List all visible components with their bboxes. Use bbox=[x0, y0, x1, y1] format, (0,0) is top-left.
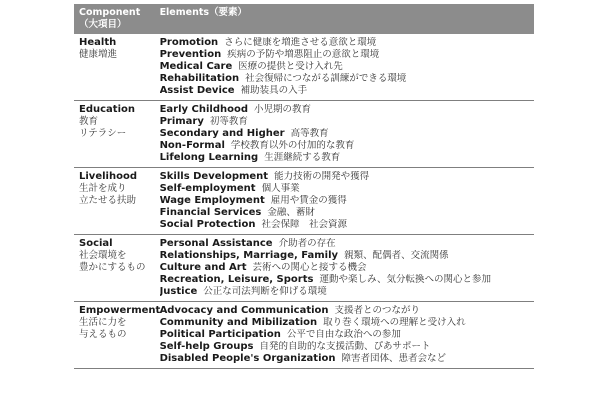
element-name: Non-Formal bbox=[159, 140, 225, 151]
elements-header: Elements（要素） bbox=[155, 4, 534, 34]
element-description: 芸術への関心と接する機会 bbox=[252, 262, 367, 273]
elements-cell bbox=[155, 101, 534, 168]
element-description: 取り巻く環境への理解と受け入れ bbox=[323, 317, 466, 328]
component-name-ja: 立たせる扶助 bbox=[79, 195, 137, 206]
element-name: Advocacy and Communication bbox=[159, 305, 329, 316]
element-name: Relationships, Marriage, Family bbox=[159, 250, 339, 261]
element-description: 支援者とのつながり bbox=[334, 305, 421, 316]
component-name-ja: 健康増進 bbox=[79, 49, 118, 60]
component-header-ja: （大項目） bbox=[79, 19, 127, 30]
element-description: 高等教育 bbox=[290, 128, 329, 139]
element-item bbox=[160, 73, 530, 85]
element-item bbox=[160, 262, 530, 274]
element-name: Community and Mibilization bbox=[159, 317, 318, 328]
element-description: 小児期の教育 bbox=[254, 104, 312, 115]
component-name-ja: 生計を成り bbox=[79, 183, 127, 194]
element-description: 学校教育以外の付加的な教育 bbox=[230, 140, 355, 151]
element-name: Secondary and Higher bbox=[159, 128, 285, 139]
element-item bbox=[160, 317, 530, 329]
element-description: 疾病の予防や増悪阻止の意欲と環境 bbox=[227, 49, 380, 60]
element-description: 個人事業 bbox=[261, 183, 300, 194]
element-name: Medical Care bbox=[159, 61, 233, 72]
element-item bbox=[160, 219, 530, 231]
element-name: Promotion bbox=[159, 37, 219, 48]
component-cell bbox=[74, 101, 155, 168]
element-name: Political Participation bbox=[159, 329, 281, 340]
cbr-matrix-document bbox=[74, 4, 534, 369]
element-item bbox=[160, 274, 530, 286]
element-item bbox=[160, 140, 530, 152]
element-item bbox=[160, 61, 530, 73]
table-body bbox=[74, 34, 534, 369]
component-header bbox=[74, 4, 155, 34]
cbr-matrix-table bbox=[74, 4, 534, 369]
component-row-social bbox=[74, 235, 534, 302]
component-row-empowerment bbox=[74, 302, 534, 369]
element-description: さらに健康を増進させる意欲と環境 bbox=[224, 37, 377, 48]
elements-cell bbox=[155, 235, 534, 302]
element-description: 公平で自由な政治への参加 bbox=[286, 329, 401, 340]
component-name: Education bbox=[79, 104, 135, 115]
element-description: 生涯継続する教育 bbox=[264, 152, 341, 163]
element-description: 運動や楽しみ、気分転換への関心と参加 bbox=[319, 274, 492, 285]
element-item bbox=[160, 305, 530, 317]
component-cell bbox=[74, 302, 161, 369]
element-name: Primary bbox=[159, 116, 204, 127]
element-item bbox=[160, 183, 530, 195]
table-header-row bbox=[74, 4, 534, 34]
element-name: Early Childhood bbox=[159, 104, 248, 115]
component-cell bbox=[74, 34, 155, 101]
element-description: 雇用や賃金の獲得 bbox=[270, 195, 347, 206]
element-name: Financial Services bbox=[159, 207, 262, 218]
element-item bbox=[160, 250, 530, 262]
element-item bbox=[160, 49, 530, 61]
element-item bbox=[160, 85, 530, 97]
component-name: Social bbox=[79, 238, 113, 249]
element-name: Personal Assistance bbox=[159, 238, 273, 249]
component-name-ja: 生活に力を bbox=[79, 317, 127, 328]
element-description: 医療の提供と受け入れ先 bbox=[238, 61, 343, 72]
element-item bbox=[160, 37, 530, 49]
component-cell bbox=[74, 235, 155, 302]
element-item bbox=[160, 128, 530, 140]
element-description: 障害者団体、患者会など bbox=[341, 353, 447, 364]
component-row-education bbox=[74, 101, 534, 168]
element-name: Self-employment bbox=[159, 183, 256, 194]
element-description: 自発的自助的な支援活動、ぴあサポート bbox=[259, 341, 431, 352]
element-item bbox=[160, 238, 530, 250]
element-description: 社会復帰につながる訓練ができる環境 bbox=[245, 73, 407, 84]
element-name: Justice bbox=[159, 286, 198, 297]
element-name: Recreation, Leisure, Sports bbox=[159, 274, 314, 285]
component-name: Empowerment bbox=[79, 305, 161, 316]
component-cell bbox=[74, 168, 155, 235]
element-item bbox=[160, 329, 530, 341]
element-name: Assist Device bbox=[159, 85, 235, 96]
component-name-ja: 豊かにするもの bbox=[79, 262, 146, 273]
element-name: Lifelong Learning bbox=[159, 152, 259, 163]
element-item bbox=[160, 286, 530, 298]
element-item bbox=[160, 341, 530, 353]
element-description: 補助装具の入手 bbox=[240, 85, 308, 96]
element-name: Wage Employment bbox=[159, 195, 265, 206]
element-item bbox=[160, 152, 530, 164]
elements-cell bbox=[155, 34, 534, 101]
element-description: 初等教育 bbox=[209, 116, 248, 127]
component-name-ja: 与えるもの bbox=[79, 329, 127, 340]
component-header-en: Component bbox=[79, 7, 141, 18]
element-item bbox=[160, 116, 530, 128]
component-name: Livelihood bbox=[79, 171, 137, 182]
element-name: Self-help Groups bbox=[159, 341, 254, 352]
element-name: Culture and Art bbox=[159, 262, 247, 273]
element-name: Social Protection bbox=[159, 219, 256, 230]
component-name-ja: 社会環境を bbox=[79, 250, 127, 261]
elements-cell bbox=[155, 168, 534, 235]
element-description: 親類、配偶者、交流関係 bbox=[344, 250, 449, 261]
element-name: Disabled People's Organization bbox=[159, 353, 336, 364]
element-item bbox=[160, 195, 530, 207]
element-item bbox=[160, 104, 530, 116]
element-name: Prevention bbox=[159, 49, 222, 60]
component-name: Health bbox=[79, 37, 117, 48]
element-name: Rehabilitation bbox=[159, 73, 240, 84]
element-item bbox=[160, 353, 530, 365]
element-description: 能力技術の開発や獲得 bbox=[274, 171, 370, 182]
element-description: 金融、蓄財 bbox=[267, 207, 315, 218]
elements-cell bbox=[155, 302, 534, 369]
element-description: 公正な司法判断を仰げる環境 bbox=[203, 286, 327, 297]
element-name: Skills Development bbox=[159, 171, 269, 182]
element-description: 介助者の存在 bbox=[278, 238, 336, 249]
element-item bbox=[160, 171, 530, 183]
component-name-ja: 教育 bbox=[79, 116, 99, 127]
element-description: 社会保障 社会資源 bbox=[261, 219, 347, 230]
component-row-health bbox=[74, 34, 534, 101]
component-row-livelihood bbox=[74, 168, 534, 235]
component-name-ja: リテラシー bbox=[79, 128, 127, 139]
element-item bbox=[160, 207, 530, 219]
